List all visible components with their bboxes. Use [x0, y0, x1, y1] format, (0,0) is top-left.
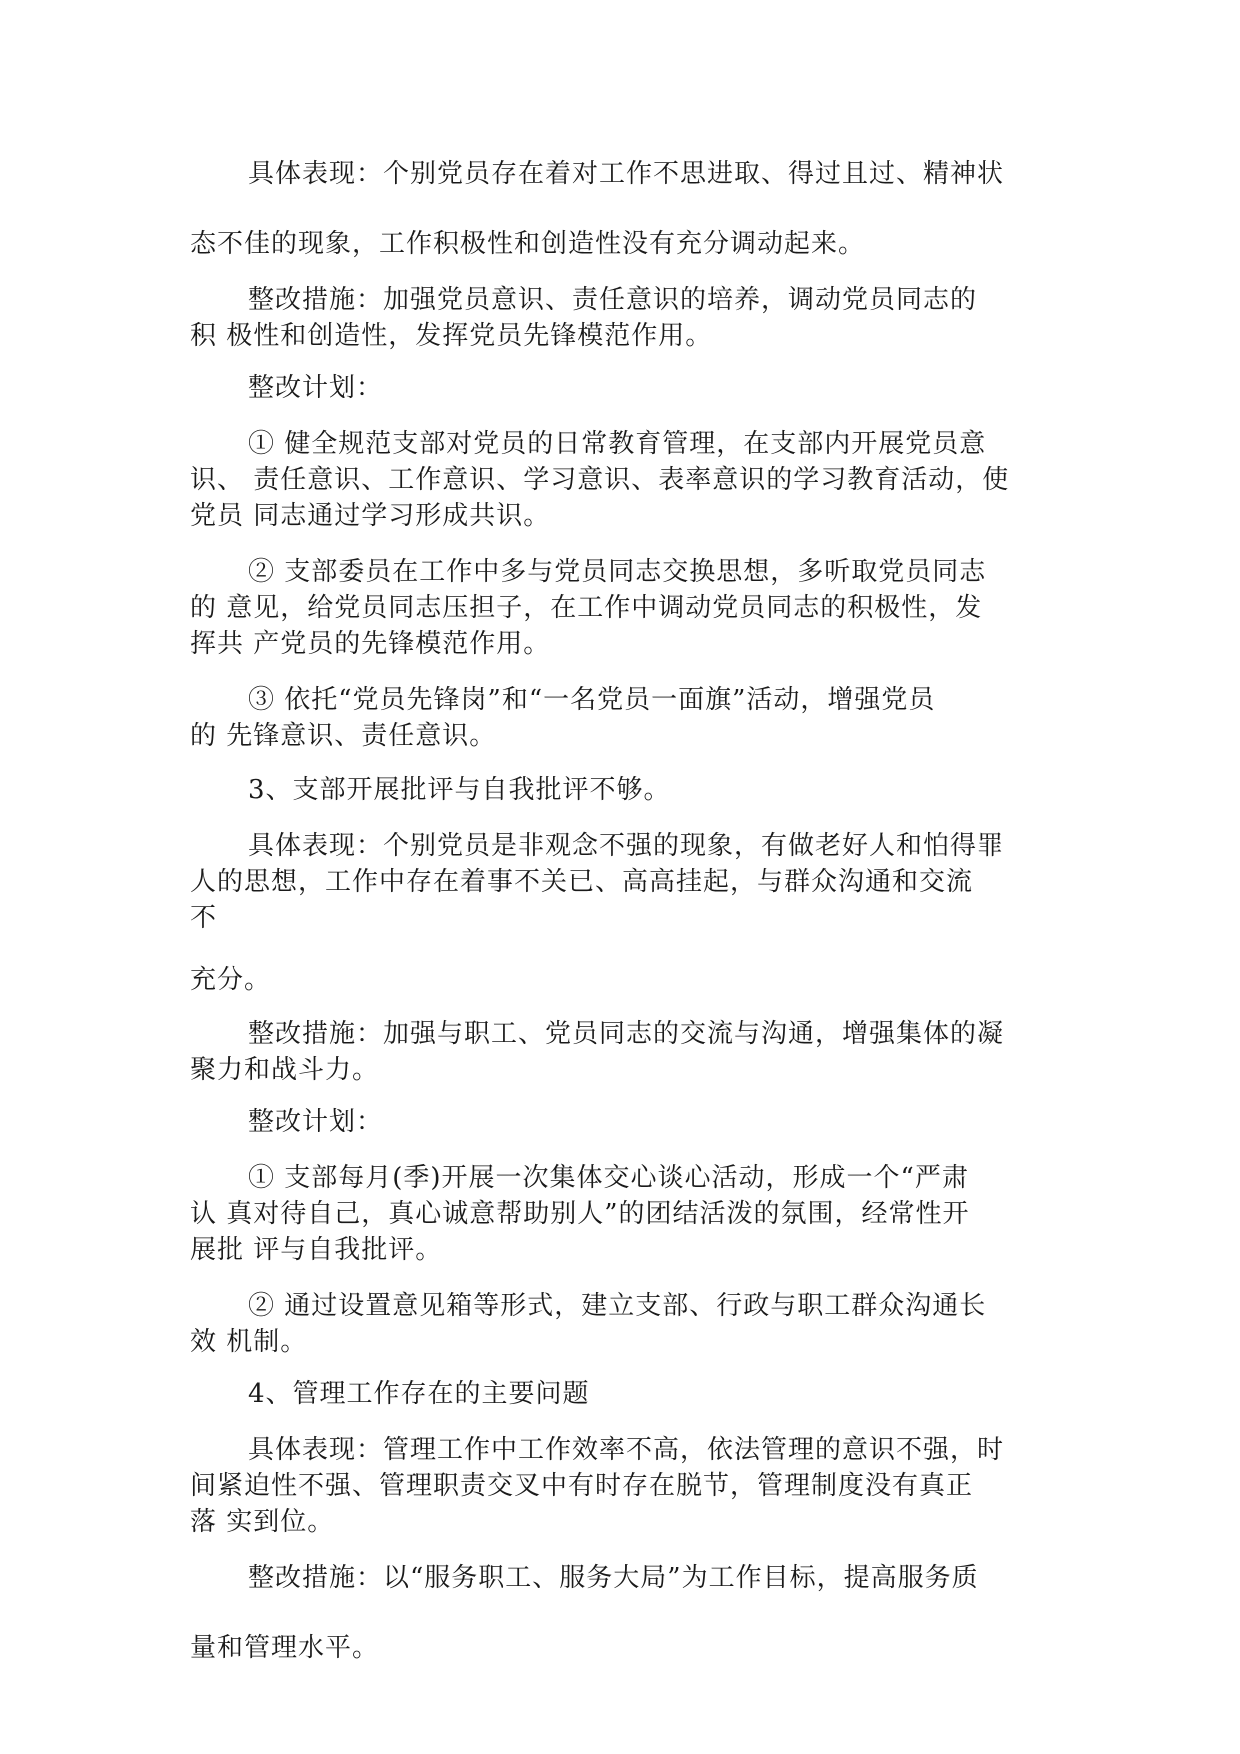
text-line: 量和管理水平。 — [190, 1633, 380, 1663]
text-line: ② 通过设置意见箱等形式，建立支部、行政与职工群众沟通长 — [248, 1291, 987, 1321]
text-line: 的 先锋意识、责任意识。 — [190, 721, 497, 751]
text-line: 效 机制。 — [190, 1327, 308, 1357]
text-line: 具体表现：个别党员存在着对工作不思进取、得过且过、精神状 — [248, 159, 1005, 189]
text-line: 整改措施：以“服务职工、服务大局”为工作目标，提高服务质 — [248, 1563, 979, 1593]
section-heading: 4、管理工作存在的主要问题 — [248, 1379, 590, 1409]
text-line: 认 真对待自己，真心诚意帮助别人”的团结活泼的氛围，经常性开 — [190, 1199, 970, 1229]
text-line: 态不佳的现象，工作积极性和创造性没有充分调动起来。 — [190, 229, 866, 259]
text-line: 整改计划： — [248, 1107, 384, 1137]
text-line: 整改措施：加强与职工、党员同志的交流与沟通，增强集体的凝 — [248, 1019, 1005, 1049]
text-line: 展批 评与自我批评。 — [190, 1235, 443, 1265]
text-line: ③ 依托“党员先锋岗”和“一名党员一面旗”活动，增强党员 — [248, 685, 936, 715]
text-line: ② 支部委员在工作中多与党员同志交换思想，多听取党员同志 — [248, 557, 987, 587]
text-line: ① 支部每月(季)开展一次集体交心谈心活动，形成一个“严肃 — [248, 1163, 969, 1193]
text-line: ① 健全规范支部对党员的日常教育管理，在支部内开展党员意 — [248, 429, 987, 459]
text-line: 具体表现：管理工作中工作效率不高，依法管理的意识不强，时 — [248, 1435, 1005, 1465]
text-line: 积 极性和创造性，发挥党员先锋模范作用。 — [190, 321, 713, 351]
section-heading: 3、支部开展批评与自我批评不够。 — [248, 775, 671, 805]
text-line: 识、 责任意识、工作意识、学习意识、表率意识的学习教育活动，使 — [190, 465, 1010, 495]
text-line: 整改计划： — [248, 373, 384, 403]
text-line: 挥共 产党员的先锋模范作用。 — [190, 629, 551, 659]
text-line: 具体表现：个别党员是非观念不强的现象，有做老好人和怕得罪 — [248, 831, 1005, 861]
text-line: 不 — [190, 903, 218, 933]
text-line: 人的思想，工作中存在着事不关已、高高挂起，与群众沟通和交流 — [190, 867, 974, 897]
text-line: 充分。 — [190, 965, 272, 995]
text-line: 的 意见，给党员同志压担子，在工作中调动党员同志的积极性，发 — [190, 593, 983, 623]
text-line: 间紧迫性不强、管理职责交叉中有时存在脱节，管理制度没有真正 — [190, 1471, 974, 1501]
text-line: 聚力和战斗力。 — [190, 1055, 380, 1085]
text-line: 落 实到位。 — [190, 1507, 335, 1537]
text-line: 党员 同志通过学习形成共识。 — [190, 501, 551, 531]
text-line: 整改措施：加强党员意识、责任意识的培养，调动党员同志的 — [248, 285, 978, 315]
